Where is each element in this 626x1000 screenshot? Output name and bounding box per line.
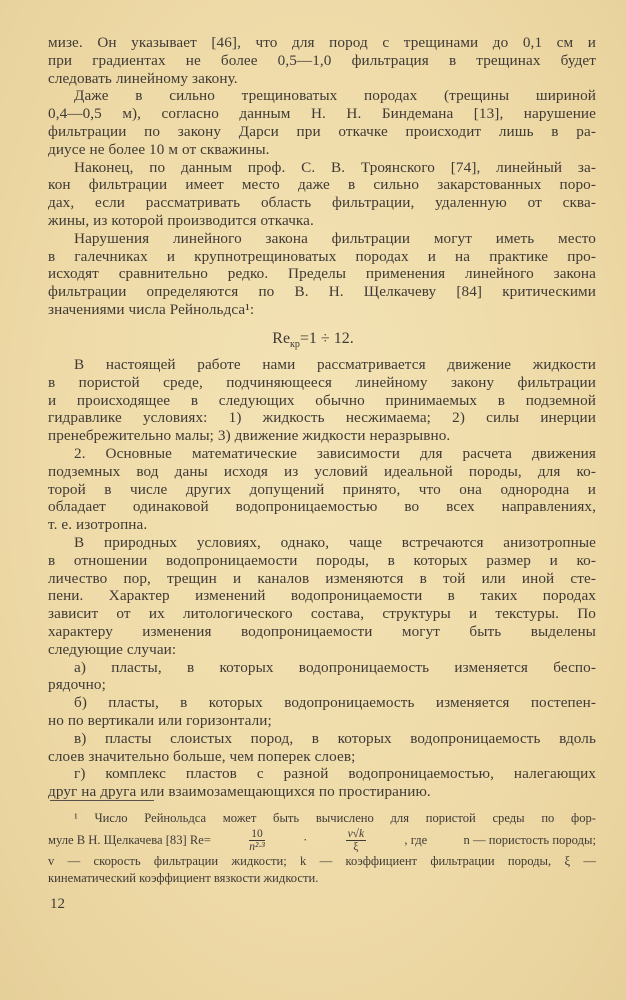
formula-rhs: =1 ÷ 12.	[299, 330, 354, 347]
footnote-line: ¹ Число Рейнольдса может быть вычислено для пористой среды по фор-	[74, 811, 596, 825]
text-line: т. е. изотропна.	[48, 516, 148, 534]
text-line: в галечниках и крупнотрещиноватых породах и на практике про-	[48, 247, 596, 265]
text-line: кон фильтрации имеет место даже в сильно закарстованных поро-	[48, 176, 596, 194]
text-line: г) комплекс пластов с разной водопроницаемостью, налегающих	[74, 765, 596, 783]
formula-lhs: Re	[272, 330, 291, 347]
text-line: торой в числе других допущений принято, что она однородна и	[48, 480, 596, 498]
footnote-formula-line	[48, 827, 596, 853]
fraction-10-over-n	[249, 828, 265, 853]
text-line: но по вертикали или горизонтали;	[48, 711, 272, 729]
footnote-divider	[50, 800, 154, 801]
text-line: В настоящей работе нами рассматривается движение жидкости	[74, 356, 596, 373]
text-line: пени. Характер изменений водопроницаемости в таких породах	[48, 587, 596, 605]
text-line: 0,4—0,5 м), согласно данным Н. Н. Биндемана [13], нарушение	[48, 105, 596, 123]
text-line: жины, из которой производится откачка.	[48, 211, 314, 229]
text-line: зависит от их литологического состава, структуры и текстуры. По	[48, 605, 596, 623]
text-line: гидравлике условиях: 1) жидкость несжимаема; 2) силы инерции	[48, 409, 596, 427]
text-line: а) пласты, в которых водопроницаемость изменяется беспо-	[74, 658, 596, 676]
text-line: пренебрежительно малы; 3) движение жидкости неразрывно.	[48, 427, 451, 445]
footnote-line: кинематический коэффициент вязкости жидкости.	[48, 871, 319, 885]
text-line: при градиентах не более 0,5—1,0 фильтрация в трещинах будет	[48, 51, 596, 69]
text-line: личество пор, трещин и каналов изменяются в той или иной сте-	[48, 569, 596, 587]
formula-subscript: кр	[290, 339, 300, 351]
body-text-block-2	[48, 356, 596, 801]
text-line: 2. Основные математические зависимости для расчета движения	[74, 444, 596, 462]
footnote-text: муле В Н. Щелкачева [83] Re=	[48, 832, 211, 847]
text-line: исходят сравнительно редко. Пределы применения линейного закона	[48, 265, 596, 283]
text-line: значениями числа Рейнольдса¹:	[48, 300, 255, 318]
text-line: Нарушения линейного закона фильтрации могут иметь место	[74, 229, 596, 247]
body-text-block-1	[48, 34, 596, 319]
text-line: В природных условиях, однако, чаще встречаются анизотропные	[74, 533, 596, 551]
text-line: подземных вод даны исходя из условий идеальной породы, для ко-	[48, 462, 596, 480]
text-line: друг на друга или взаимозамещающихся по простиранию.	[48, 783, 431, 801]
text-line: следующие случаи:	[48, 640, 177, 658]
text-line: мизе. Он указывает [46], что для пород с трещинами до 0,1 см и	[48, 34, 596, 51]
text-line: слоев значительно больше, чем поперек слоев;	[48, 747, 356, 765]
text-line: дах, если рассматривать область фильтрации, удаленную от сква-	[48, 194, 596, 212]
text-line: в) пласты слоистых пород, в которых водопроницаемость вдоль	[74, 729, 596, 747]
text-line: обладает одинаковой водопроницаемостью во всех направлениях,	[48, 498, 596, 516]
footnote-line: v — скорость фильтрации жидкости; k — коэффициент фильтрации породы, ξ —	[48, 854, 596, 868]
fraction-numerator: v√k	[347, 827, 365, 840]
text-line: в отношении водопроницаемости породы, в которых размер и ко-	[48, 551, 596, 569]
text-line: фильтрации по закону Дарси при откачке происходит лишь в ра-	[48, 122, 596, 140]
text-line: диусе не более 10 м от скважины.	[48, 140, 270, 158]
footnote-text: n — пористость породы;	[463, 832, 596, 847]
page-number: 12	[50, 896, 65, 912]
fraction-v-sqrt-k-over-xi	[346, 828, 367, 853]
fraction-denominator: ξ	[353, 840, 359, 853]
reynolds-critical-formula	[0, 330, 626, 350]
fraction-denominator: n²·³	[249, 840, 265, 853]
text-line: и происходящее в следующих обычно принимаемых в подземной	[48, 391, 596, 409]
text-line: фильтрации определяются по В. Н. Щелкачеву [84] критическими	[48, 283, 596, 301]
multiply-dot: ·	[303, 832, 308, 847]
text-line: б) пласты, в которых водопроницаемость изменяется постепен-	[74, 694, 596, 712]
fraction-numerator: 10	[251, 827, 263, 840]
text-line: Даже в сильно трещиноватых породах (трещины шириной	[74, 87, 596, 105]
footnote	[48, 810, 596, 887]
text-line: в пористой среде, подчиняющееся линейному закону фильтрации	[48, 373, 596, 391]
text-line: Наконец, по данным проф. С. В. Троянского [74], линейный за-	[74, 158, 596, 176]
footnote-text: , где	[404, 832, 428, 847]
text-line: характеру изменения водопроницаемости могут быть выделены	[48, 622, 596, 640]
text-line: рядочно;	[48, 676, 106, 694]
text-line: следовать линейному закону.	[48, 69, 238, 87]
